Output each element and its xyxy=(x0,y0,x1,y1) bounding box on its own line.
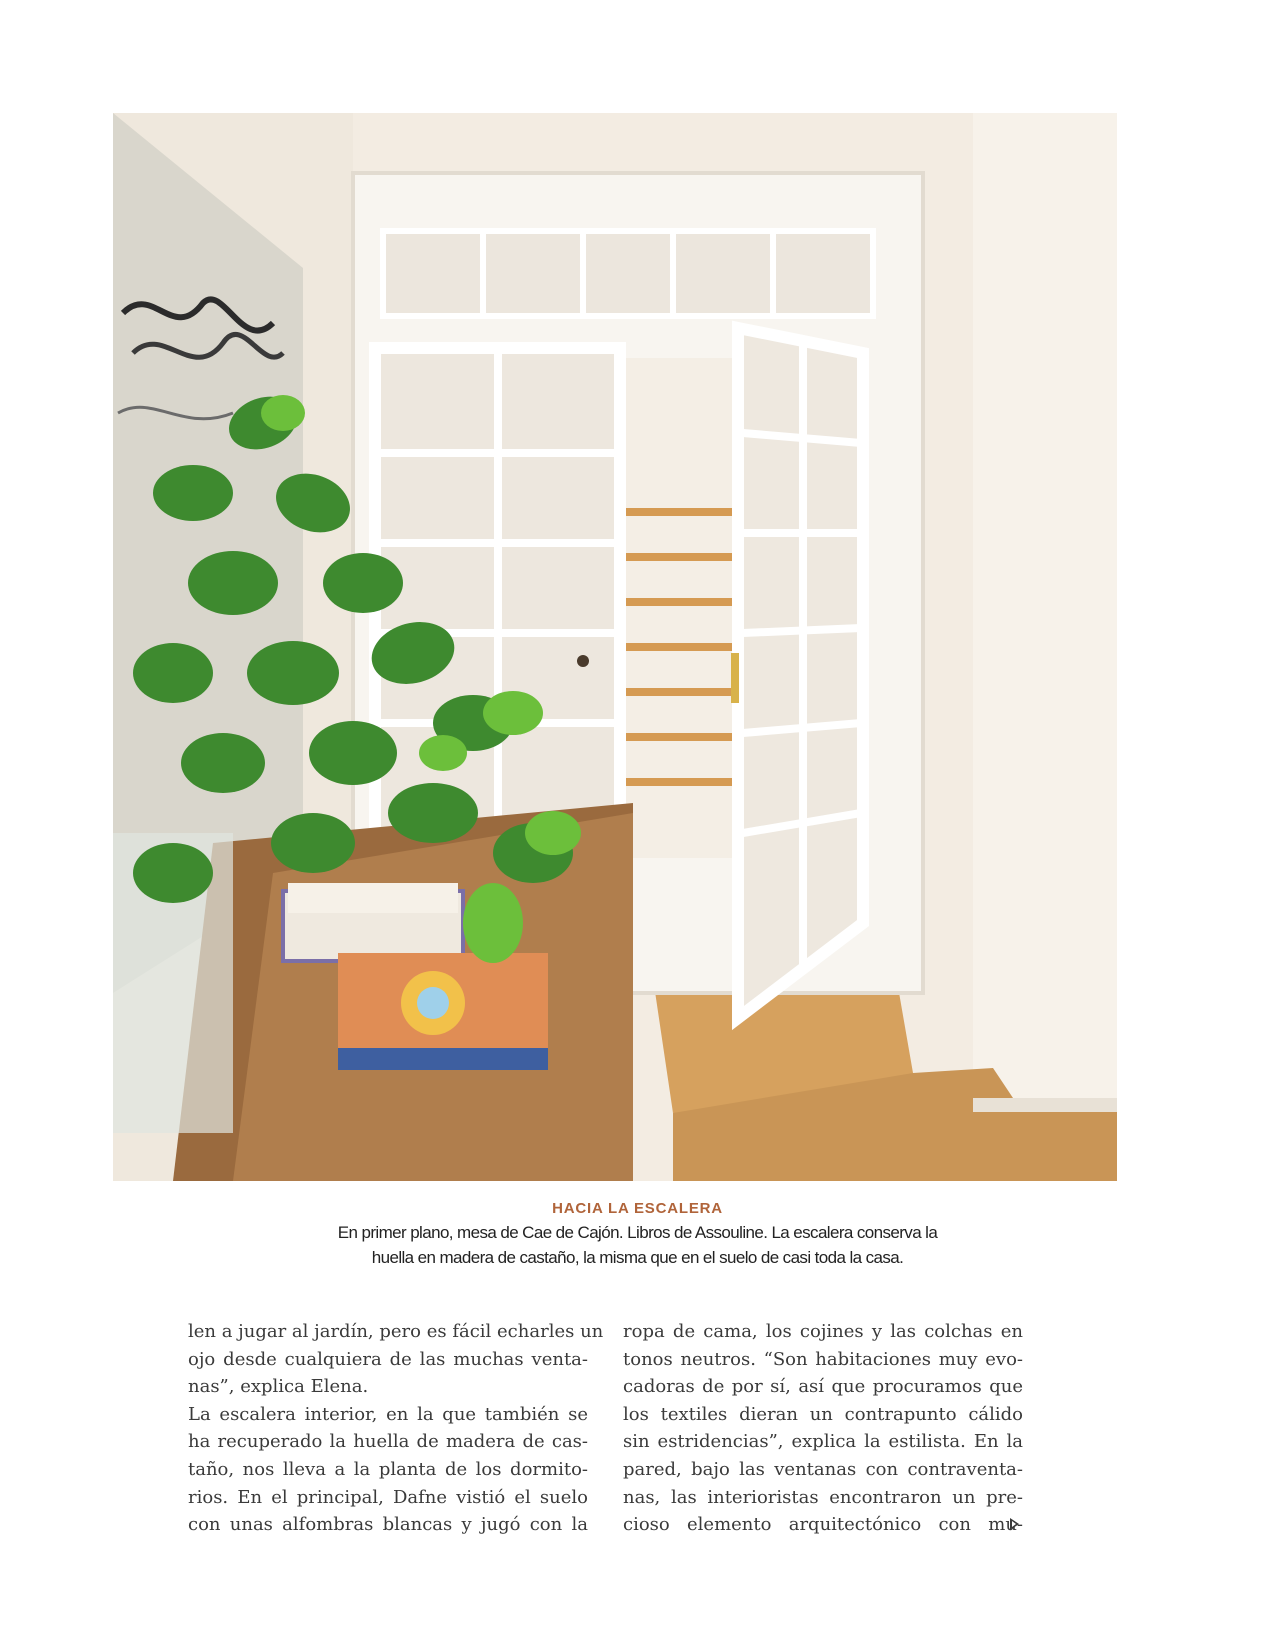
body-line: La escalera interior, en la que también se xyxy=(188,1403,588,1425)
body-line: ropa de cama, los cojines y las colchas en xyxy=(623,1321,1023,1342)
body-column-left xyxy=(188,1318,604,1539)
hallway-photo xyxy=(113,113,1117,1181)
body-line: ojo desde cualquiera de las muchas venta- xyxy=(188,1348,588,1370)
body-line: nas, las interioristas encontraron un pre- xyxy=(623,1486,1023,1508)
body-line: cioso elemento arquitectónico con mu- xyxy=(623,1514,1023,1536)
triangle-right-icon xyxy=(1010,1518,1019,1530)
photo-caption xyxy=(200,1200,1075,1270)
body-line: pared, bajo las ventanas con contraventa- xyxy=(623,1458,1023,1480)
body-line: con unas alfombras blancas y jugó con la xyxy=(188,1514,588,1536)
body-column-right xyxy=(623,1318,1023,1539)
body-line: cadoras de por sí, así que procuramos que xyxy=(623,1376,1023,1398)
body-line: los textiles dieran un contrapunto cálido xyxy=(623,1403,1023,1425)
body-line: taño, nos lleva a la planta de los dormito- xyxy=(188,1458,588,1480)
caption-line-1: En primer plano, mesa de Cae de Cajón. Libros de Assouline. La escalera conserva la xyxy=(337,1223,938,1242)
caption-title: HACIA LA ESCALERA xyxy=(552,1200,723,1217)
body-line: ha recuperado la huella de madera de cas- xyxy=(188,1431,588,1453)
body-line: tonos neutros. “Son habitaciones muy evo- xyxy=(623,1348,1023,1370)
body-line: len a jugar al jardín, pero es fácil echarles un xyxy=(188,1321,604,1342)
body-line: nas”, explica Elena. xyxy=(188,1376,369,1398)
body-line: rios. En el principal, Dafne vistió el suelo xyxy=(188,1486,588,1508)
caption-line-2: huella en madera de castaño, la misma que en el suelo de casi toda la casa. xyxy=(371,1248,904,1267)
body-line: sin estridencias”, explica la estilista. En la xyxy=(623,1431,1023,1453)
